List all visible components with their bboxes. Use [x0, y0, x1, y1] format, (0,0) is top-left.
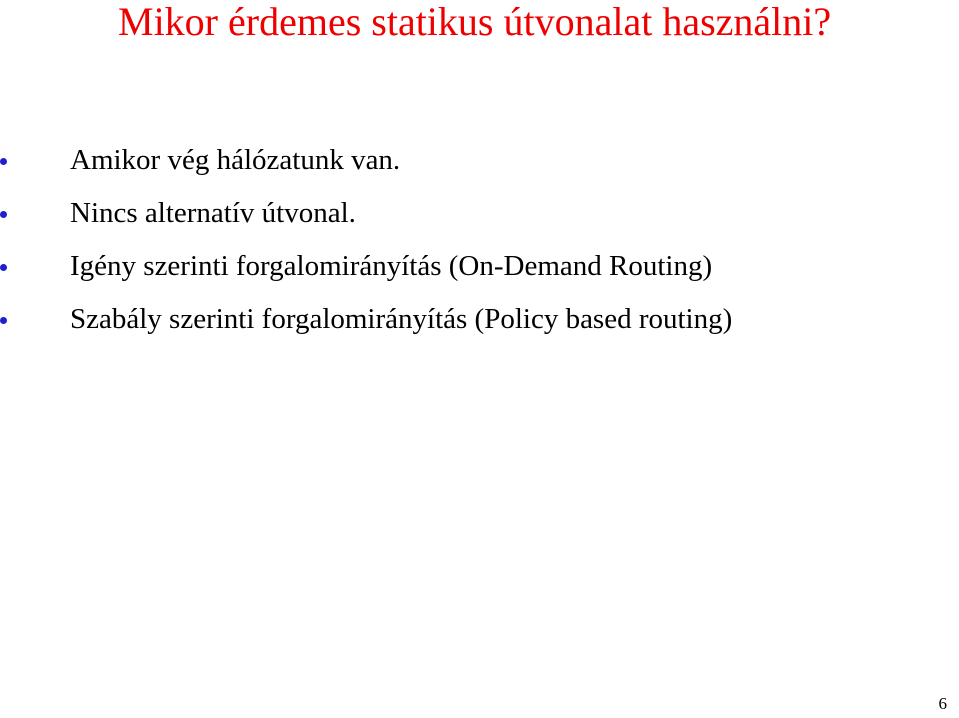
page-number: 6: [938, 694, 947, 713]
bullet-icon: [0, 317, 7, 324]
bullet-text: Amikor vég hálózatunk van.: [70, 144, 401, 176]
bullet-text: Nincs alternatív útvonal.: [70, 197, 356, 229]
bullet-text: Igény szerinti forgalomirányítás (On-Demand Routing): [70, 250, 713, 282]
bullet-icon: [0, 211, 7, 218]
bullet-icon: [0, 158, 7, 165]
slide-title: Mikor érdemes statikus útvonalat használni?: [118, 0, 832, 44]
bullet-icon: [0, 264, 7, 271]
bullet-text: Szabály szerinti forgalomirányítás (Policy based routing): [70, 303, 733, 335]
